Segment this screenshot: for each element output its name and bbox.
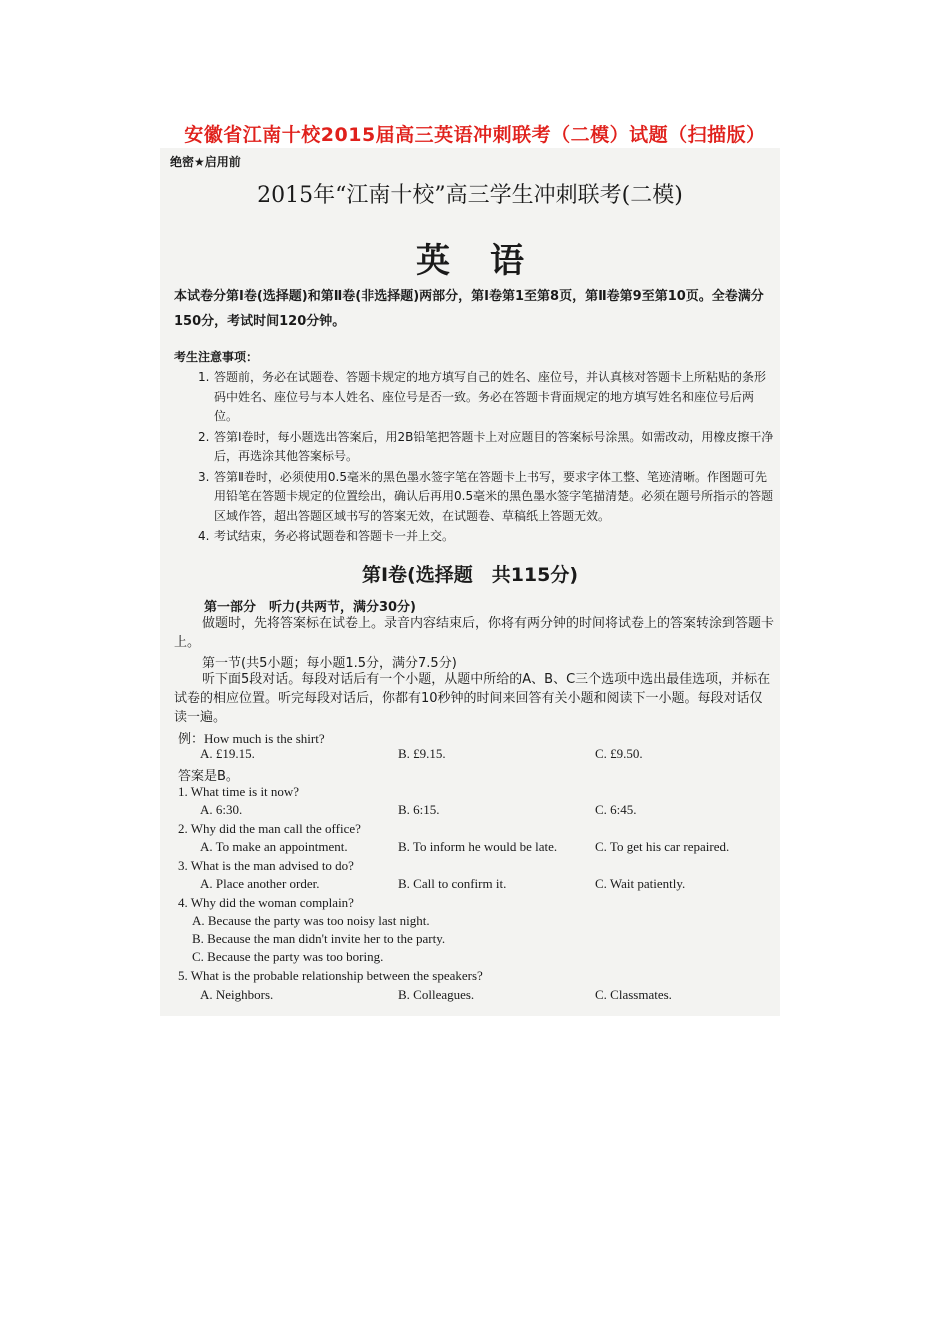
notice-number: 1. [198,370,210,384]
option-a: A. 6:30. [200,802,243,817]
option-a: A. To make an appointment. [200,839,348,854]
notice-number: 2. [198,429,210,444]
option-b: B. £9.15. [398,746,446,761]
notice-item [200,428,775,467]
question-1: 1. What time is it now? [178,784,300,799]
question-3: 3. What is the man advised to do? [178,858,354,873]
option-c: C. To get his car repaired. [595,839,730,854]
option-c: C. Wait patiently. [595,876,686,891]
option-b: B. Because the man didn't invite her to the party. [192,931,446,946]
notice-number: 3. [198,469,210,484]
option-a: A. £19.15. [200,746,255,761]
subsection-instructions: 听下面5段对话。每段对话后有一个小题，从题中所给的A、B、C三个选项中选出最佳选项，并标在试卷的相应位置。听完每段对话后，你都有10秒钟的时间来回答有关小题和阅读下一小题。每段对话仅读一遍。 [174,672,771,725]
notice-item [200,368,775,427]
exam-title: 2015年“江南十校”高三学生冲刺联考(二模) [257,183,683,208]
confidential-mark: 绝密★启用前 [170,155,241,169]
subject-title: 英语 [416,241,564,281]
document-title: 安徽省江南十校2015届高三英语冲刺联考（二模）试题（扫描版） [184,124,766,146]
notice-number: 4. [198,529,210,543]
question-2-options [200,839,770,857]
option-a: A. Because the party was too noisy last night. [192,913,430,928]
exam-intro: 本试卷分第Ⅰ卷(选择题)和第Ⅱ卷(非选择题)两部分，第Ⅰ卷第1至第8页，第Ⅱ卷第9至第10页。全卷满分150分，考试时间120分钟。 [174,289,764,329]
option-c: C. Because the party was too boring. [192,949,384,964]
subsection-heading: 第一节(共5小题；每小题1.5分，满分7.5分) [202,656,457,671]
question-4: 4. Why did the woman complain? [178,895,354,910]
option-a: A. Neighbors. [200,987,274,1002]
notice-text: 考试结束，务必将试题卷和答题卡一并上交。 [214,529,455,543]
scanned-exam-page [160,148,780,1016]
question-1-options [200,802,770,820]
question-5: 5. What is the probable relationship between the speakers? [178,968,483,983]
part-one-title: 第Ⅰ卷(选择题 共115分) [361,564,579,586]
example-question: 例：How much is the shirt? [178,731,325,746]
option-c: C. 6:45. [595,802,637,817]
section-heading: 第一部分 听力(共两节，满分30分) [204,600,416,615]
option-c: C. Classmates. [595,987,672,1002]
question-2: 2. Why did the man call the office? [178,821,361,836]
notice-item [200,527,775,547]
option-a: A. Place another order. [200,876,320,891]
notice-text: 答第Ⅰ卷时，每小题选出答案后，用2B铅笔把答题卡上对应题目的答案标号涂黑。如需改动，用橡皮擦干净后，再选涂其他答案标号。 [214,429,774,463]
notice-text: 答题前，务必在试题卷、答题卡规定的地方填写自己的姓名、座位号，并认真核对答题卡上所粘贴的条形码中姓名、座位号与本人姓名、座位号是否一致。务必在答题卡背面规定的地方填写姓名和座位号后两位。 [214,370,767,423]
option-b: B. Colleagues. [398,987,475,1002]
notice-list [200,368,775,548]
question-5-options [200,987,770,1005]
notice-text: 答第Ⅱ卷时，必须使用0.5毫米的黑色墨水签字笔在答题卡上书写，要求字体工整、笔迹清晰。作图题可先用铅笔在答题卡规定的位置绘出，确认后再用0.5毫米的黑色墨水签字笔描清楚。必须在题号所指示的答题区域作答，超出答题区域书写的答案无效，在试题卷、草稿纸上答题无效。 [214,469,774,523]
example-answer: 答案是B。 [178,769,239,784]
option-b: B. 6:15. [398,802,440,817]
option-c: C. £9.50. [595,746,643,761]
option-b: B. Call to confirm it. [398,876,507,891]
question-3-options [200,876,770,894]
example-options [200,746,770,764]
notice-heading: 考生注意事项： [174,350,259,364]
option-b: B. To inform he would be late. [398,839,558,854]
notice-item [200,468,775,527]
listening-instructions: 做题时，先将答案标在试卷上。录音内容结束后，你将有两分钟的时间将试卷上的答案转涂到答题卡上。 [174,616,775,650]
